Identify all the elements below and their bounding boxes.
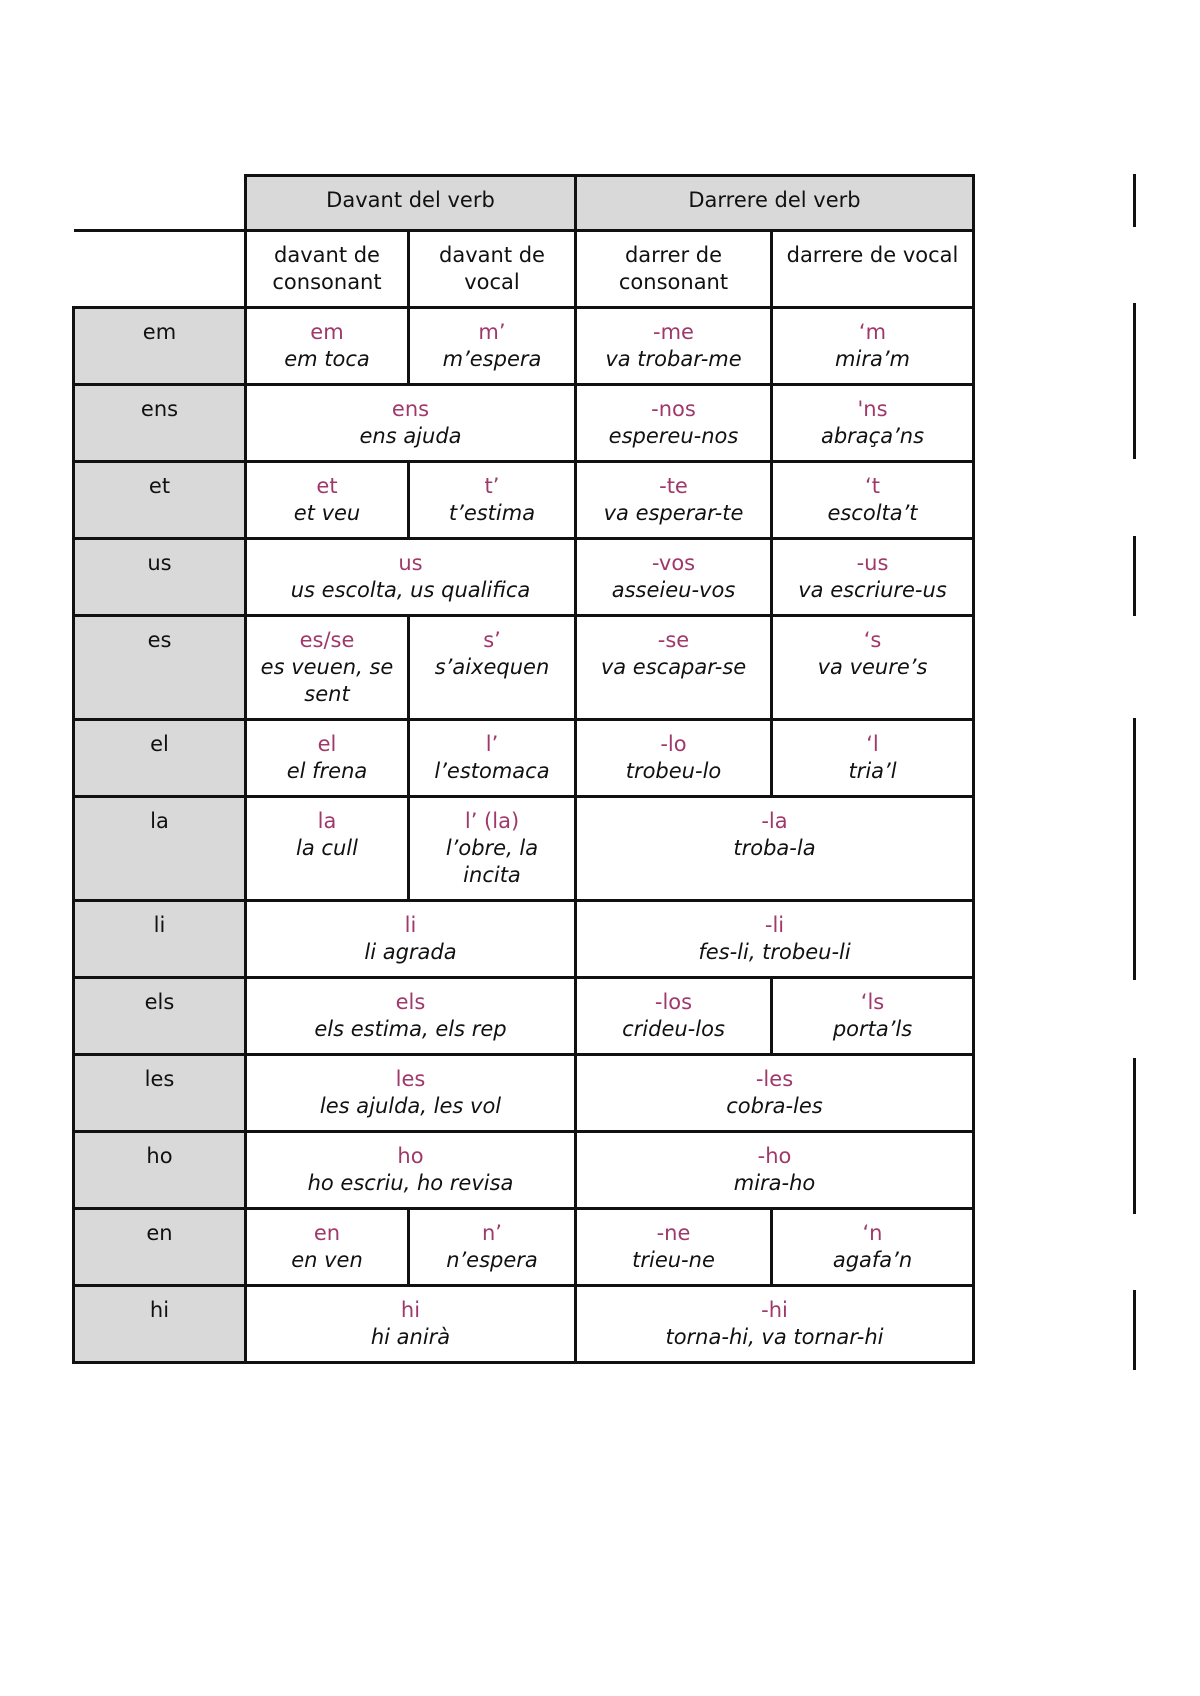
pronoun-form: em [310, 320, 344, 344]
row-label: li [74, 901, 246, 978]
row-label: us [74, 539, 246, 616]
subheader-before-vowel: davant de vocal [409, 231, 576, 308]
table-row [74, 385, 974, 462]
example-text: escolta’t [827, 501, 918, 525]
table-row [74, 1209, 974, 1286]
example-text: n’espera [446, 1248, 538, 1272]
cell-before-vowel [409, 308, 576, 385]
cell-after-verb [576, 797, 974, 901]
example-text: l’obre, la incita [445, 836, 539, 887]
example-text: us escolta, us qualifica [290, 578, 531, 602]
example-text: fes-li, trobeu-li [698, 940, 851, 964]
cell-after-verb [576, 1055, 974, 1132]
table-row [74, 539, 974, 616]
example-text: hi anirà [370, 1325, 451, 1349]
subheader-after-consonant: darrer de consonant [576, 231, 772, 308]
cell-after-vowel [772, 462, 974, 539]
pronoun-form: -us [856, 551, 889, 575]
table-row [74, 797, 974, 901]
example-text: asseieu-vos [611, 578, 736, 602]
row-label: et [74, 462, 246, 539]
cell-after-vowel [772, 385, 974, 462]
pronoun-form: et [316, 474, 338, 498]
pronoun-form: l’ (la) [464, 809, 520, 833]
example-text: trieu-ne [632, 1248, 715, 1272]
pronoun-form: li [404, 913, 417, 937]
example-text: l’estomaca [434, 759, 550, 783]
pronoun-form: les [395, 1067, 426, 1091]
cell-before-vowel [409, 797, 576, 901]
cell-before-consonant [246, 720, 409, 797]
margin-bar [1133, 174, 1136, 227]
example-text: va veure’s [817, 655, 928, 679]
cell-after-verb [576, 1132, 974, 1209]
subheader-before-consonant: davant de consonant [246, 231, 409, 308]
pronoun-form: en [313, 1221, 341, 1245]
header-after-verb: Darrere del verb [576, 176, 974, 231]
pronoun-form: el [317, 732, 337, 756]
pronoun-form: es/se [299, 628, 355, 652]
table-row [74, 462, 974, 539]
example-text: els estima, els rep [314, 1017, 507, 1041]
example-text: la cull [296, 836, 358, 860]
pronoun-form: -te [659, 474, 688, 498]
example-text: ens ajuda [359, 424, 462, 448]
row-label: les [74, 1055, 246, 1132]
pronoun-form: l’ [485, 732, 499, 756]
cell-after-consonant [576, 308, 772, 385]
cell-before-verb [246, 1132, 576, 1209]
empty-corner [74, 176, 246, 231]
pronoun-form: -la [761, 809, 788, 833]
cell-after-vowel [772, 308, 974, 385]
cell-after-verb [576, 1286, 974, 1363]
example-text: les ajulda, les vol [319, 1094, 502, 1118]
empty-corner [74, 231, 246, 308]
pronoun-form: els [395, 990, 426, 1014]
header-before-verb: Davant del verb [246, 176, 576, 231]
cell-before-verb [246, 901, 576, 978]
pronoun-form: ‘ls [860, 990, 885, 1014]
example-text: em toca [284, 347, 370, 371]
pronoun-form: -li [764, 913, 785, 937]
example-text: troba-la [733, 836, 816, 860]
pronoun-form: -nos [651, 397, 696, 421]
cell-after-consonant [576, 720, 772, 797]
cell-before-verb [246, 385, 576, 462]
table-row [74, 1286, 974, 1363]
row-label: hi [74, 1286, 246, 1363]
pronoun-form: -los [654, 990, 693, 1014]
cell-after-vowel [772, 978, 974, 1055]
pronoun-form: t’ [484, 474, 500, 498]
example-text: cobra-les [726, 1094, 823, 1118]
table-row [74, 616, 974, 720]
pronoun-form: la [317, 809, 337, 833]
cell-before-verb [246, 1055, 576, 1132]
example-text: s’aixequen [434, 655, 550, 679]
pronoun-form: 'ns [857, 397, 888, 421]
pronoun-form: -vos [651, 551, 696, 575]
row-label: ens [74, 385, 246, 462]
example-text: abraça’ns [820, 424, 925, 448]
pronoun-form: ‘n [862, 1221, 883, 1245]
example-text: agafa’n [832, 1248, 913, 1272]
table-row [74, 1055, 974, 1132]
example-text: crideu-los [622, 1017, 725, 1041]
example-text: va escapar-se [600, 655, 747, 679]
cell-after-vowel [772, 720, 974, 797]
cell-before-verb [246, 1286, 576, 1363]
pronoun-form: -lo [660, 732, 687, 756]
cell-before-consonant [246, 462, 409, 539]
table-body [74, 308, 974, 1363]
example-text: en ven [291, 1248, 363, 1272]
subheader-after-vowel: darrere de vocal [772, 231, 974, 308]
pronoun-form: -se [657, 628, 690, 652]
row-label: la [74, 797, 246, 901]
table-row [74, 978, 974, 1055]
table-row [74, 308, 974, 385]
table-row [74, 901, 974, 978]
cell-after-verb [576, 901, 974, 978]
example-text: tria’l [848, 759, 897, 783]
margin-bar [1133, 536, 1136, 616]
pronoun-form: -ho [757, 1144, 792, 1168]
table-row [74, 1132, 974, 1209]
cell-before-vowel [409, 462, 576, 539]
example-text: torna-hi, va tornar-hi [665, 1325, 884, 1349]
cell-before-vowel [409, 720, 576, 797]
pronoun-form: -me [653, 320, 694, 344]
pronoun-form: s’ [483, 628, 501, 652]
pronoun-form: -hi [761, 1298, 788, 1322]
example-text: m’espera [442, 347, 542, 371]
cell-before-verb [246, 978, 576, 1055]
pronoun-form: -ne [656, 1221, 691, 1245]
row-label: em [74, 308, 246, 385]
pronoun-form: ‘l [866, 732, 879, 756]
row-label: es [74, 616, 246, 720]
example-text: el frena [286, 759, 368, 783]
pronoun-table [72, 174, 975, 1364]
pronoun-form: -les [755, 1067, 794, 1091]
cell-before-consonant [246, 616, 409, 720]
pronoun-form: m’ [478, 320, 506, 344]
cell-after-consonant [576, 385, 772, 462]
cell-before-consonant [246, 308, 409, 385]
cell-after-vowel [772, 1209, 974, 1286]
example-text: va escriure-us [798, 578, 947, 602]
cell-before-vowel [409, 616, 576, 720]
pronoun-form: ho [397, 1144, 424, 1168]
cell-after-consonant [576, 1209, 772, 1286]
margin-bar [1133, 1058, 1136, 1214]
row-label: el [74, 720, 246, 797]
row-label: ho [74, 1132, 246, 1209]
margin-bar [1133, 718, 1136, 980]
cell-before-consonant [246, 797, 409, 901]
cell-after-vowel [772, 539, 974, 616]
example-text: es veuen, se sent [260, 655, 394, 706]
table-row [74, 720, 974, 797]
cell-after-consonant [576, 978, 772, 1055]
row-label: els [74, 978, 246, 1055]
margin-bar [1133, 303, 1136, 459]
pronoun-form: ‘m [858, 320, 887, 344]
pronoun-form: us [398, 551, 423, 575]
cell-after-consonant [576, 539, 772, 616]
cell-before-verb [246, 539, 576, 616]
example-text: porta’ls [832, 1017, 913, 1041]
example-text: t’estima [448, 501, 536, 525]
cell-before-consonant [246, 1209, 409, 1286]
example-text: mira’m [835, 347, 910, 371]
example-text: espereu-nos [608, 424, 739, 448]
example-text: trobeu-lo [625, 759, 722, 783]
pronoun-form: n’ [482, 1221, 502, 1245]
pronoun-form: hi [400, 1298, 421, 1322]
example-text: et veu [293, 501, 361, 525]
cell-after-consonant [576, 462, 772, 539]
example-text: li agrada [364, 940, 457, 964]
example-text: ho escriu, ho revisa [307, 1171, 514, 1195]
pronoun-form: ens [391, 397, 430, 421]
cell-before-vowel [409, 1209, 576, 1286]
cell-after-consonant [576, 616, 772, 720]
example-text: va esperar-te [603, 501, 744, 525]
pronoun-form: ‘s [863, 628, 882, 652]
pronoun-form: ‘t [865, 474, 880, 498]
row-label: en [74, 1209, 246, 1286]
example-text: mira-ho [733, 1171, 816, 1195]
example-text: va trobar-me [605, 347, 742, 371]
margin-bar [1133, 1290, 1136, 1370]
cell-after-vowel [772, 616, 974, 720]
